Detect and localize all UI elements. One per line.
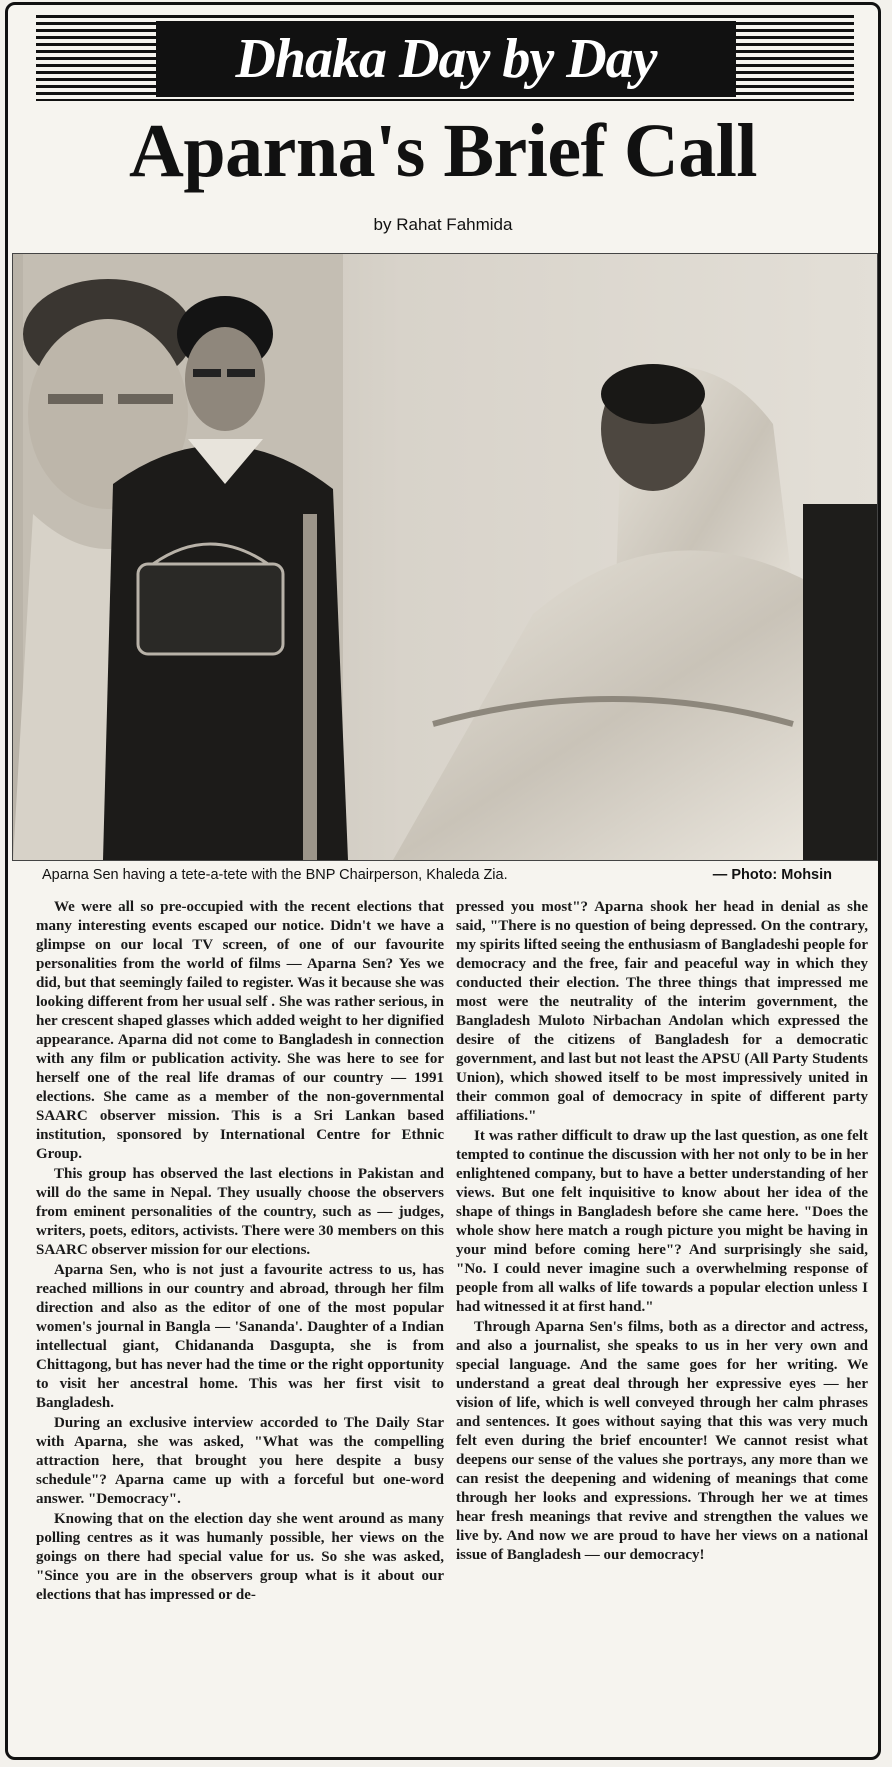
paragraph: Aparna Sen, who is not just a favourite actress to us, has reached millions in our country and abroad, through her film direction and also as the editor of one of the most popular women's journal in Bangla — 'Sananda'. Daughter of a Indian intellectual giant, Chidananda Dasgupta, she is from Chittagong, but has never had the time or the right opportunity to visit her ancestral home. This was her first visit to Bangladesh. (36, 1262, 444, 1411)
paragraph: Through Aparna Sen's films, both as a director and actress, and also a journalist, she speaks to us in her very own and special language. And the same goes for her writing. We understand a great deal through her expressive eyes — her vision of life, which is well conveyed through her calm phrases and sentences. It goes without saying that this was very much felt even during the brief encounter! We cannot resist what deepens our sense of the values she portrays, any more than we can resist the deepening and widening of meanings that come through her looks and expressions. Through her we at times hear fresh meanings that revive and strengthen the values we live by. And now we are proud to have her views on a national issue of Bangladesh — our democracy! (456, 1319, 868, 1563)
paragraph-continued: pressed you most"? Aparna shook her head in denial as she said, "There is no question of being depressed. On the contrary, my spirits lifted seeing the enthusiasm of Bangladeshi people for democracy and the free, fair and peaceful way in which they conducted their election. The three things that impressed me most were the neutrality of the interim government, the Bangladesh Muloto Nirbachan Andolan which expressed the desire of the citizens of Bangladesh for a democratic government, and last but not least the APSU (All Party Students Union), which showed itself to be most impressively united in their common goal of democracy in spite of different party affiliations." (456, 899, 868, 1124)
photo-caption: Aparna Sen having a tete-a-tete with the BNP Chairperson, Khaleda Zia. (42, 867, 508, 883)
byline: by Rahat Fahmida (373, 215, 513, 234)
photo-illustration (13, 254, 877, 860)
photo-credit: — Photo: Mohsin (712, 867, 832, 883)
headline: Aparna's Brief Call (128, 109, 758, 193)
section-kicker: Dhaka Day by Day (156, 21, 736, 97)
paragraph: It was rather difficult to draw up the last question, as one felt tempted to continue the discussion with her not only to be in her enlightened company, but to have a better understanding of her views. But one felt inquisitive to know about her idea of the shape of things in Bangladesh before she came here. "Does the whole show here match a rough picture you might be having in your mind before coming here"? And surprisingly she said, "No. I could never imagine such a overwhelming response of people from all walks of life towards a popular election unless I had witnessed it at first hand." (456, 1128, 868, 1315)
paragraph: We were all so pre-occupied with the recent elections that many interesting events escaped our notice. Didn't we have a glimpse on our local TV screen, of one of our favourite personalities from the world of films — Aparna Sen? Yes we did, but that seemingly failed to register. Was it because she was looking different from her usual self . She was rather serious, in her crescent shaped glasses which added weight to her dignified appearance. Aparna did not come to Bangladesh in connection with any film or publication activity. She was here to see for herself one of the real life dramas of our country — 1991 elections. She came as a member of the non-governmental SAARC observer mission. This is a Sri Lankan based institution, sponsored by International Centre for Ethnic Group. (36, 899, 444, 1162)
article-column-left (36, 898, 444, 1606)
newspaper-clipping (5, 2, 881, 1760)
photo-caption-row (42, 867, 832, 883)
news-photo (12, 253, 878, 861)
paragraph: This group has observed the last elections in Pakistan and will do the same in Nepal. They usually choose the observers from eminent personalities of the country, such as — judges, writers, poets, editors, activists. There were 30 members on this SAARC observer mission for our elections. (36, 1166, 444, 1258)
kicker-banner (36, 15, 854, 101)
article-column-right (456, 898, 868, 1566)
paragraph: During an exclusive interview accorded to The Daily Star with Aparna, she was asked, "What was the compelling attraction here, that brought you here despite a busy schedule"? Aparna came up with a forceful but one-word answer. "Democracy". (36, 1415, 444, 1507)
paragraph: Knowing that on the election day she went around as many polling centres as it was humanly possible, her views on the goings on there had special value for us. So she was asked, "Since you are in the observers group what is it about our elections that has impressed or de- (36, 1511, 444, 1603)
